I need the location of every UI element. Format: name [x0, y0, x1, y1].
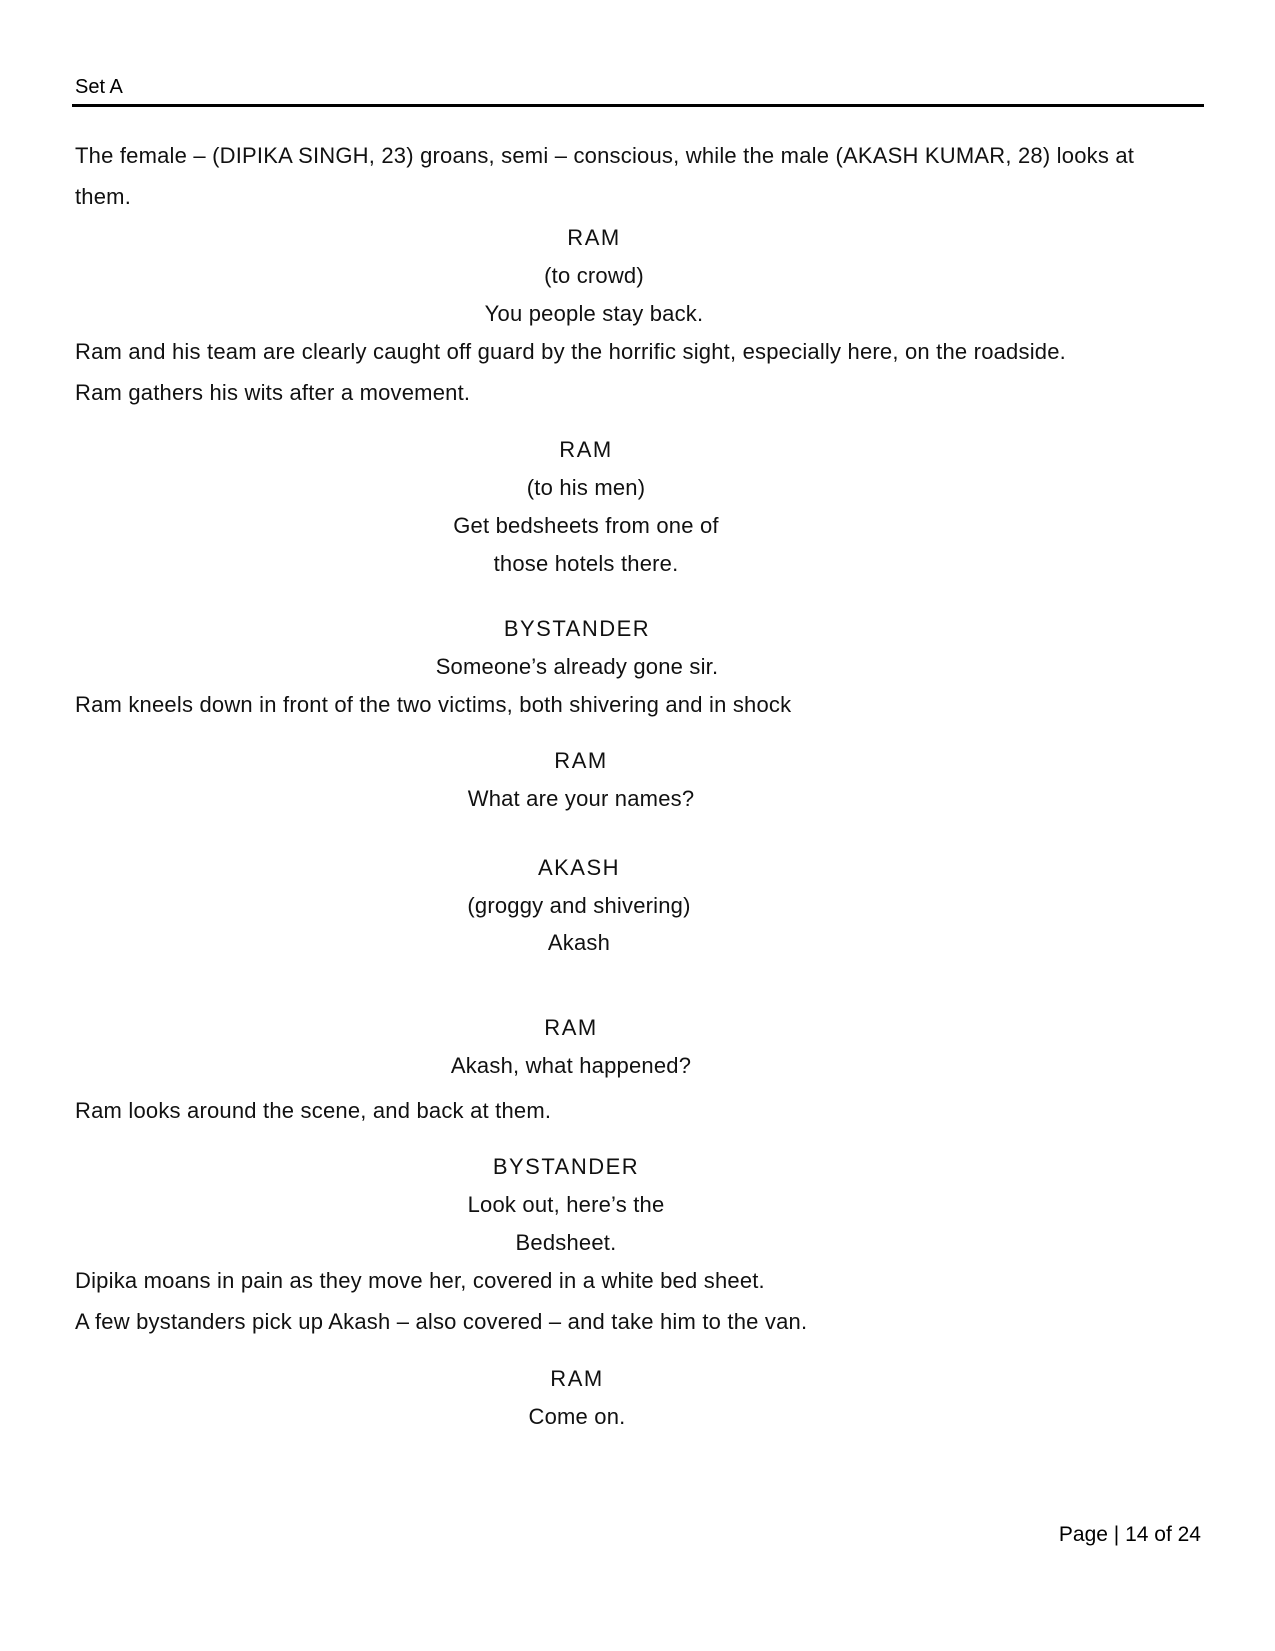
dialogue-text: Someone’s already gone sir.	[435, 654, 719, 679]
dialogue-text: Akash	[547, 930, 611, 955]
character-name: AKASH	[537, 855, 621, 880]
action-line: Ram kneels down in front of the two victims, both shivering and in shock	[75, 692, 792, 717]
action-line: The female – (DIPIKA SINGH, 23) groans, semi – conscious, while the male (AKASH KUMAR, 28) looks at	[75, 143, 1135, 168]
action-line: A few bystanders pick up Akash – also covered – and take him to the van.	[75, 1309, 808, 1334]
header-divider	[72, 104, 1204, 107]
parenthetical-text: (to crowd)	[544, 263, 644, 288]
action-line: Ram and his team are clearly caught off guard by the horrific sight, especially here, on the roadside.	[75, 339, 1066, 364]
character-name: RAM	[544, 1015, 598, 1040]
action-line: Ram looks around the scene, and back at them.	[75, 1098, 552, 1123]
dialogue-text: You people stay back.	[484, 301, 704, 326]
action-line: them.	[75, 184, 132, 209]
character-name: BYSTANDER	[492, 1154, 640, 1179]
character-name: RAM	[559, 437, 613, 462]
action-line: Dipika moans in pain as they move her, covered in a white bed sheet.	[75, 1268, 765, 1293]
dialogue-text: Come on.	[528, 1404, 626, 1429]
header-set-label: Set A	[75, 76, 123, 98]
dialogue-text: What are your names?	[467, 786, 695, 811]
character-name: RAM	[550, 1366, 604, 1391]
character-name: RAM	[554, 748, 608, 773]
dialogue-text: Bedsheet.	[515, 1230, 617, 1255]
character-name: BYSTANDER	[503, 616, 651, 641]
page-number: Page | 14 of 24	[1058, 1523, 1201, 1546]
parenthetical-text: (to his men)	[526, 475, 646, 500]
character-name: RAM	[567, 225, 621, 250]
dialogue-text: those hotels there.	[493, 551, 679, 576]
dialogue-text: Look out, here’s the	[467, 1192, 665, 1217]
dialogue-text: Get bedsheets from one of	[453, 513, 719, 538]
dialogue-text: Akash, what happened?	[450, 1053, 692, 1078]
action-line: Ram gathers his wits after a movement.	[75, 380, 471, 405]
parenthetical-text: (groggy and shivering)	[467, 893, 691, 918]
